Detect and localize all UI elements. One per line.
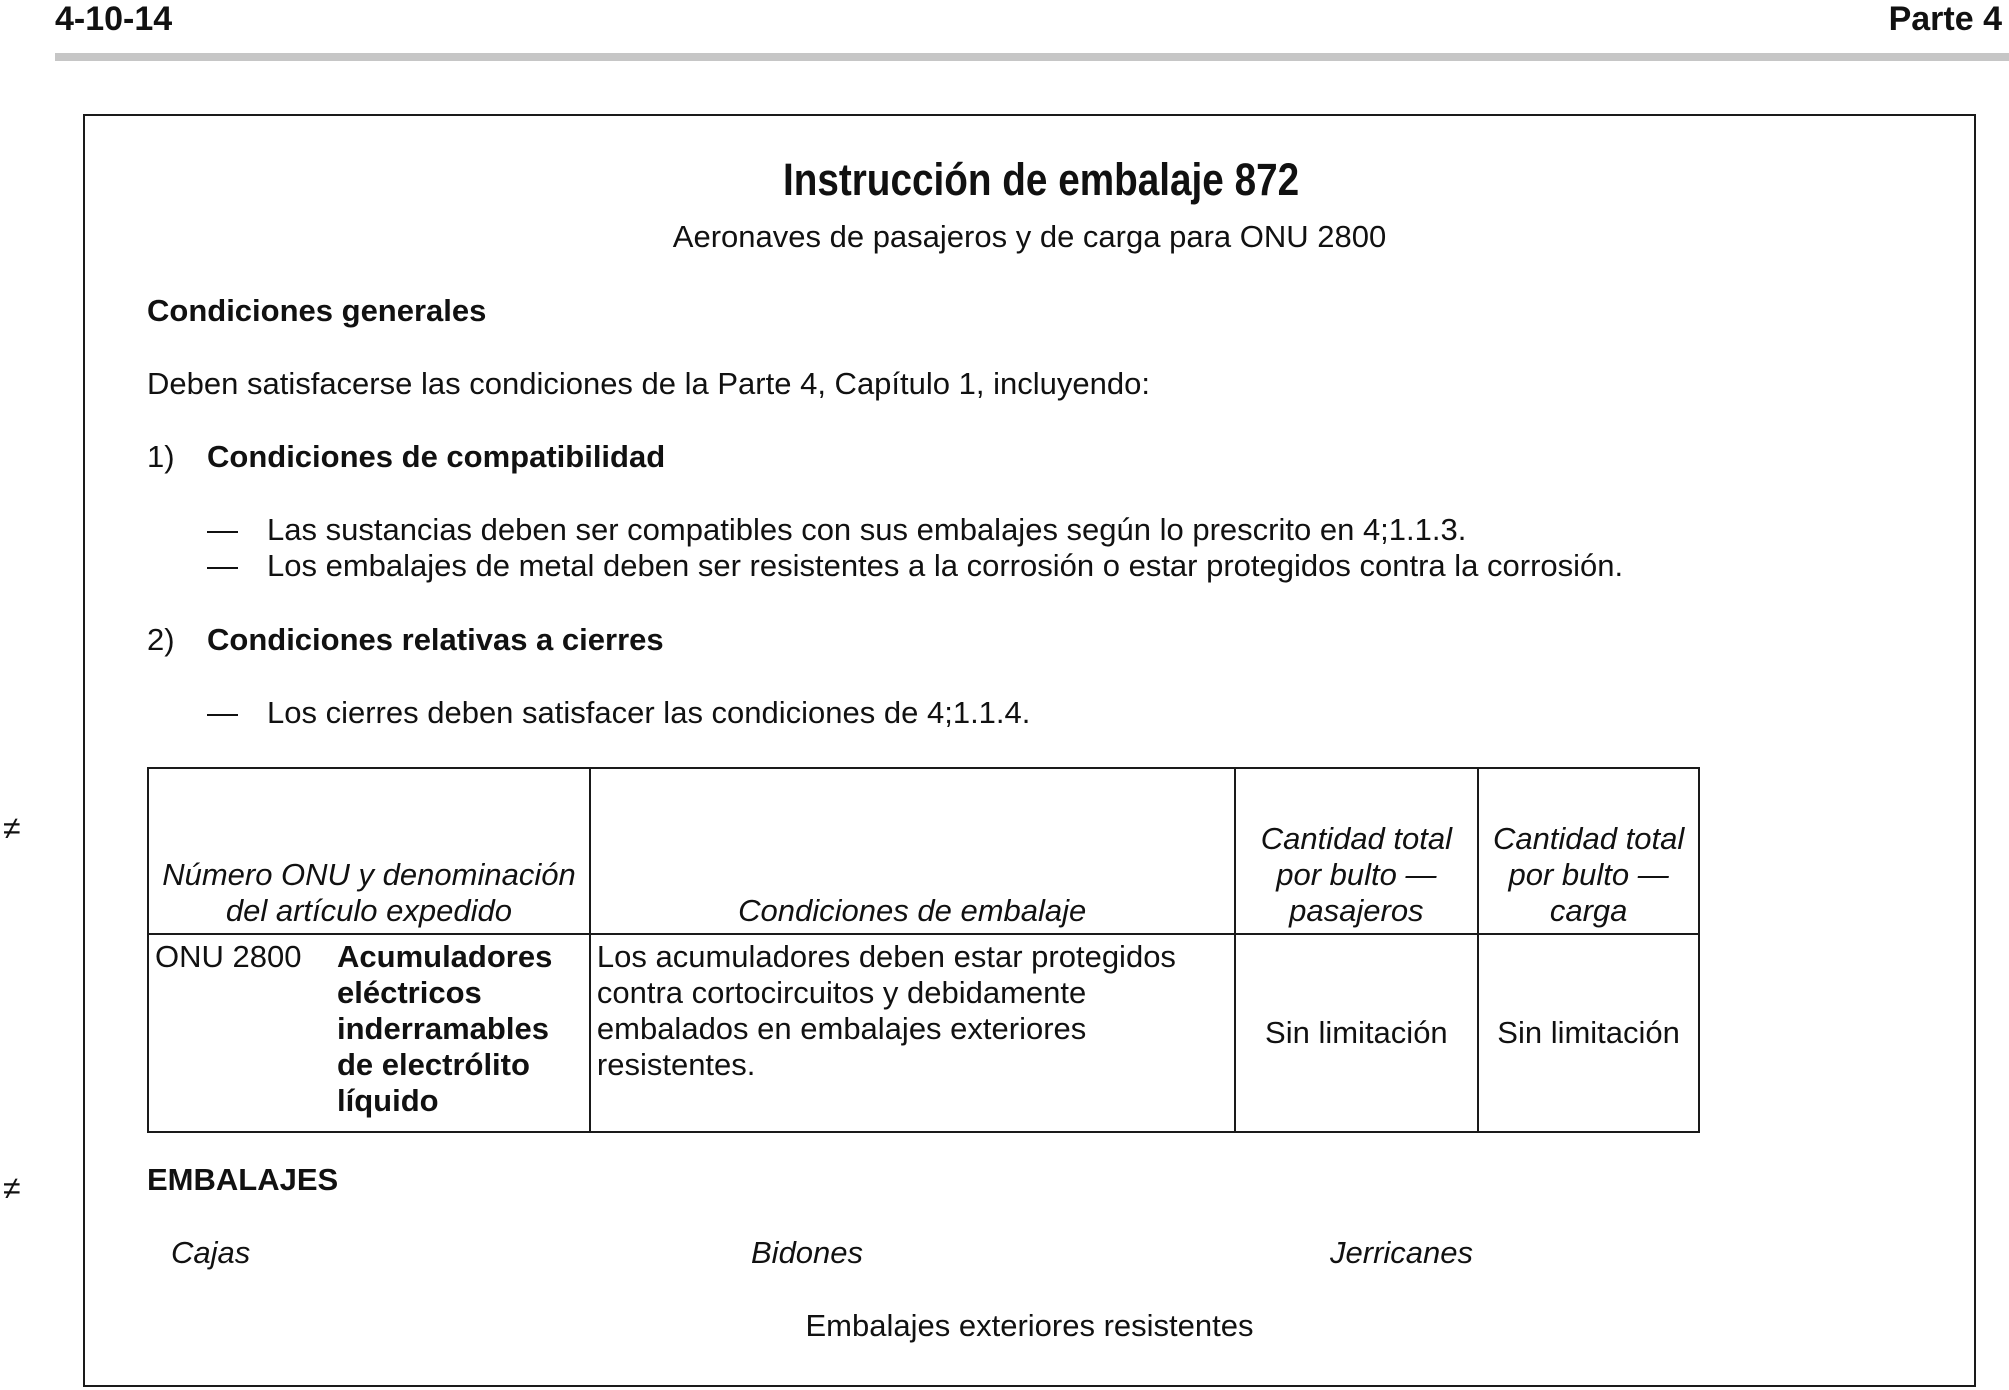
instruction-frame: [83, 114, 1976, 1387]
dash-item: [207, 548, 1623, 584]
column-header: Cantidad total por bulto — pasajeros: [1235, 768, 1479, 934]
section-number: 1): [147, 439, 175, 474]
general-conditions-heading: Condiciones generales: [147, 293, 487, 328]
packagings-heading: EMBALAJES: [147, 1162, 339, 1197]
dash-mark: —: [207, 695, 238, 730]
column-header: Número ONU y denominación del artículo expedido: [148, 768, 590, 934]
header-rule: [55, 53, 2009, 61]
cargo-quantity-cell: Sin limitación: [1478, 934, 1699, 1132]
un-cell: [148, 934, 590, 1132]
packaging-type: Cajas: [171, 1235, 251, 1270]
table-header-row: [148, 768, 1699, 934]
page-header-date: 4-10-14: [55, 0, 173, 38]
document-title: Instrucción de embalaje 872: [782, 154, 1300, 205]
section-number: 2): [147, 622, 175, 657]
column-header: Cantidad total por bulto — carga: [1478, 768, 1699, 934]
packing-conditions-cell: Los acumuladores deben estar protegidos contra cortocircuitos y debidamente embalados en embalajes exteriores resistentes.: [590, 934, 1235, 1132]
change-mark: ≠: [3, 1170, 21, 1206]
page-header-part: Parte 4: [1888, 0, 2002, 38]
change-mark: ≠: [3, 810, 21, 846]
dash-mark: —: [207, 548, 238, 583]
document-subtitle: Aeronaves de pasajeros y de carga para ONU 2800: [672, 219, 1387, 254]
dash-item: [207, 512, 1466, 548]
packaging-type: Bidones: [751, 1235, 864, 1270]
section-title: Condiciones de compatibilidad: [207, 439, 666, 474]
section-title: Condiciones relativas a cierres: [207, 622, 664, 657]
intro-paragraph: Deben satisfacerse las condiciones de la Parte 4, Capítulo 1, incluyendo:: [147, 366, 1150, 401]
packing-table: [147, 767, 1700, 1133]
dash-item: [207, 695, 1030, 731]
un-number: ONU 2800: [155, 939, 302, 974]
passenger-quantity-cell: Sin limitación: [1235, 934, 1479, 1132]
packaging-type: Jerricanes: [1330, 1235, 1473, 1270]
packaging-note: Embalajes exteriores resistentes: [805, 1308, 1254, 1343]
table-row: [148, 934, 1699, 1132]
dash-item-text: Los cierres deben satisfacer las condiciones de 4;1.1.4.: [267, 695, 1031, 730]
column-header: Condiciones de embalaje: [590, 768, 1235, 934]
dash-item-text: Las sustancias deben ser compatibles con sus embalajes según lo prescrito en 4;1.1.3.: [267, 512, 1467, 547]
article-name: Acumuladores eléctricos inderramables de electrólito líquido: [337, 939, 553, 1118]
dash-mark: —: [207, 512, 238, 547]
dash-item-text: Los embalajes de metal deben ser resistentes a la corrosión o estar protegidos contra la corrosión.: [267, 548, 1624, 583]
